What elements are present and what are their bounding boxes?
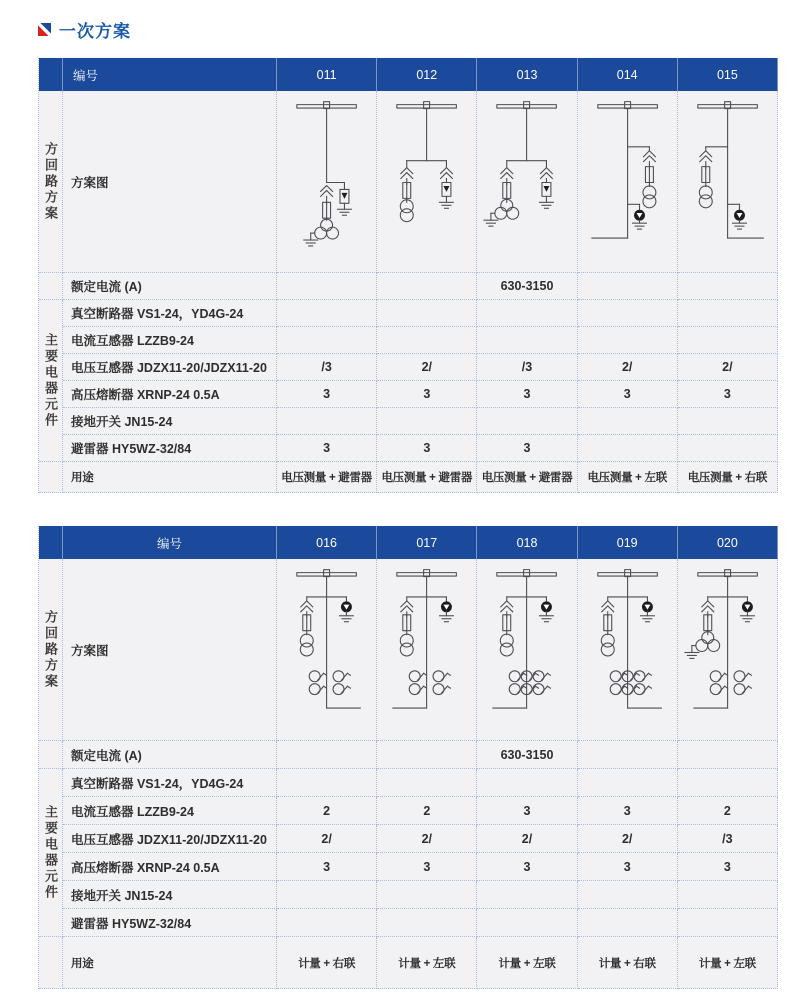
cell-surge-arrester-017 [377,909,477,937]
cell-vacuum-breaker-015 [678,300,778,327]
cell-hv-fuse-015: 3 [678,381,778,408]
diagonal-split-square-icon [38,23,51,36]
cell-usage-011: 电压测量 + 避雷器 [277,462,377,493]
table-header-corner [39,58,63,91]
cell-current-transformer-017: 2 [377,797,477,825]
cell-surge-arrester-016 [277,909,377,937]
cell-vacuum-breaker-018 [477,769,577,797]
cell-voltage-transformer-012: 2/ [377,354,477,381]
column-header-number: 编号 [63,58,277,91]
cell-surge-arrester-015 [678,435,778,462]
row-label-vacuum-breaker: 真空断路器 VS1-24，YD4G-24 [63,300,277,327]
row-label-earthing-switch: 接地开关 JN15-24 [63,881,277,909]
cell-earthing-switch-018 [477,881,577,909]
page-title: 一次方案 [59,22,131,41]
cell-earthing-switch-014 [578,408,678,435]
cell-vacuum-breaker-017 [377,769,477,797]
cell-voltage-transformer-016: 2/ [277,825,377,853]
column-header-012: 012 [377,58,477,91]
column-header-number: 编号 [63,526,277,559]
cell-hv-fuse-020: 3 [678,853,778,881]
cell-usage-012: 电压测量 + 避雷器 [377,462,477,493]
cell-voltage-transformer-011: /3 [277,354,377,381]
cell-earthing-switch-017 [377,881,477,909]
row-label-usage: 用途 [63,937,277,989]
side-label-main-components: 主要电器元件 [39,300,63,462]
cell-voltage-transformer-020: /3 [678,825,778,853]
cell-rated-current-018: 630-3150 [477,741,577,769]
cell-vacuum-breaker-016 [277,769,377,797]
cell-usage-016: 计量 + 右联 [277,937,377,989]
cell-surge-arrester-014 [578,435,678,462]
cell-usage-019: 计量 + 右联 [578,937,678,989]
cell-earthing-switch-011 [277,408,377,435]
cell-current-transformer-016: 2 [277,797,377,825]
column-header-017: 017 [377,526,477,559]
cell-rated-current-020 [678,741,778,769]
cell-voltage-transformer-017: 2/ [377,825,477,853]
cell-current-transformer-013 [477,327,577,354]
cell-vacuum-breaker-011 [277,300,377,327]
cell-current-transformer-019: 3 [578,797,678,825]
cell-vacuum-breaker-020 [678,769,778,797]
cell-surge-arrester-018 [477,909,577,937]
cell-hv-fuse-011: 3 [277,381,377,408]
cell-current-transformer-018: 3 [477,797,577,825]
cell-vacuum-breaker-012 [377,300,477,327]
column-header-015: 015 [678,58,778,91]
scheme-diagram-013 [477,91,577,273]
scheme-diagram-020 [678,559,778,741]
side-label-scheme-circuit: 方回路方案 [39,91,63,273]
cell-earthing-switch-020 [678,881,778,909]
column-header-020: 020 [678,526,778,559]
cell-hv-fuse-019: 3 [578,853,678,881]
row-label-surge-arrester: 避雷器 HY5WZ-32/84 [63,909,277,937]
scheme-diagram-012 [377,91,477,273]
cell-vacuum-breaker-014 [578,300,678,327]
cell-rated-current-014 [578,273,678,300]
row-label-rated-current: 额定电流 (A) [63,273,277,300]
cell-rated-current-015 [678,273,778,300]
diagram-row-label: 方案图 [63,91,277,273]
cell-rated-current-012 [377,273,477,300]
page-title-row [38,17,778,42]
cell-rated-current-017 [377,741,477,769]
cell-earthing-switch-013 [477,408,577,435]
cell-hv-fuse-013: 3 [477,381,577,408]
cell-earthing-switch-015 [678,408,778,435]
side-spacer-top [39,741,63,769]
cell-earthing-switch-012 [377,408,477,435]
diagram-row-label: 方案图 [63,559,277,741]
table-header-corner [39,526,63,559]
cell-voltage-transformer-019: 2/ [578,825,678,853]
cell-rated-current-013: 630-3150 [477,273,577,300]
side-label-scheme-circuit: 方回路方案 [39,559,63,741]
cell-hv-fuse-018: 3 [477,853,577,881]
cell-usage-015: 电压测量 + 右联 [678,462,778,493]
cell-hv-fuse-017: 3 [377,853,477,881]
cell-earthing-switch-016 [277,881,377,909]
cell-current-transformer-011 [277,327,377,354]
row-label-hv-fuse: 高压熔断器 XRNP-24 0.5A [63,853,277,881]
cell-hv-fuse-014: 3 [578,381,678,408]
row-label-voltage-transformer: 电压互感器 JDZX11-20/JDZX11-20 [63,354,277,381]
cell-current-transformer-014 [578,327,678,354]
cell-surge-arrester-020 [678,909,778,937]
cell-vacuum-breaker-013 [477,300,577,327]
scheme-diagram-011 [277,91,377,273]
row-label-hv-fuse: 高压熔断器 XRNP-24 0.5A [63,381,277,408]
row-label-voltage-transformer: 电压互感器 JDZX11-20/JDZX11-20 [63,825,277,853]
cell-voltage-transformer-015: 2/ [678,354,778,381]
column-header-014: 014 [578,58,678,91]
cell-hv-fuse-012: 3 [377,381,477,408]
primary-scheme-table-016-020 [38,526,778,989]
cell-surge-arrester-011: 3 [277,435,377,462]
cell-current-transformer-015 [678,327,778,354]
column-header-013: 013 [477,58,577,91]
side-spacer-bottom [39,937,63,989]
cell-hv-fuse-016: 3 [277,853,377,881]
row-label-rated-current: 额定电流 (A) [63,741,277,769]
cell-surge-arrester-019 [578,909,678,937]
cell-rated-current-019 [578,741,678,769]
primary-scheme-table-011-015 [38,58,778,493]
scheme-diagram-016 [277,559,377,741]
scheme-diagram-015 [678,91,778,273]
cell-voltage-transformer-013: /3 [477,354,577,381]
scheme-diagram-018 [477,559,577,741]
cell-current-transformer-012 [377,327,477,354]
cell-surge-arrester-013: 3 [477,435,577,462]
cell-surge-arrester-012: 3 [377,435,477,462]
scheme-diagram-019 [578,559,678,741]
side-spacer-bottom [39,462,63,493]
column-header-018: 018 [477,526,577,559]
row-label-earthing-switch: 接地开关 JN15-24 [63,408,277,435]
row-label-current-transformer: 电流互感器 LZZB9-24 [63,327,277,354]
column-header-016: 016 [277,526,377,559]
cell-current-transformer-020: 2 [678,797,778,825]
cell-usage-017: 计量 + 左联 [377,937,477,989]
cell-vacuum-breaker-019 [578,769,678,797]
cell-usage-018: 计量 + 左联 [477,937,577,989]
cell-voltage-transformer-018: 2/ [477,825,577,853]
cell-rated-current-011 [277,273,377,300]
cell-voltage-transformer-014: 2/ [578,354,678,381]
column-header-011: 011 [277,58,377,91]
cell-usage-013: 电压测量 + 避雷器 [477,462,577,493]
scheme-diagram-017 [377,559,477,741]
side-label-main-components: 主要电器元件 [39,769,63,937]
cell-usage-014: 电压测量 + 左联 [578,462,678,493]
column-header-019: 019 [578,526,678,559]
cell-rated-current-016 [277,741,377,769]
row-label-surge-arrester: 避雷器 HY5WZ-32/84 [63,435,277,462]
row-label-usage: 用途 [63,462,277,493]
row-label-current-transformer: 电流互感器 LZZB9-24 [63,797,277,825]
row-label-vacuum-breaker: 真空断路器 VS1-24，YD4G-24 [63,769,277,797]
cell-earthing-switch-019 [578,881,678,909]
scheme-diagram-014 [578,91,678,273]
side-spacer-top [39,273,63,300]
cell-usage-020: 计量 + 左联 [678,937,778,989]
